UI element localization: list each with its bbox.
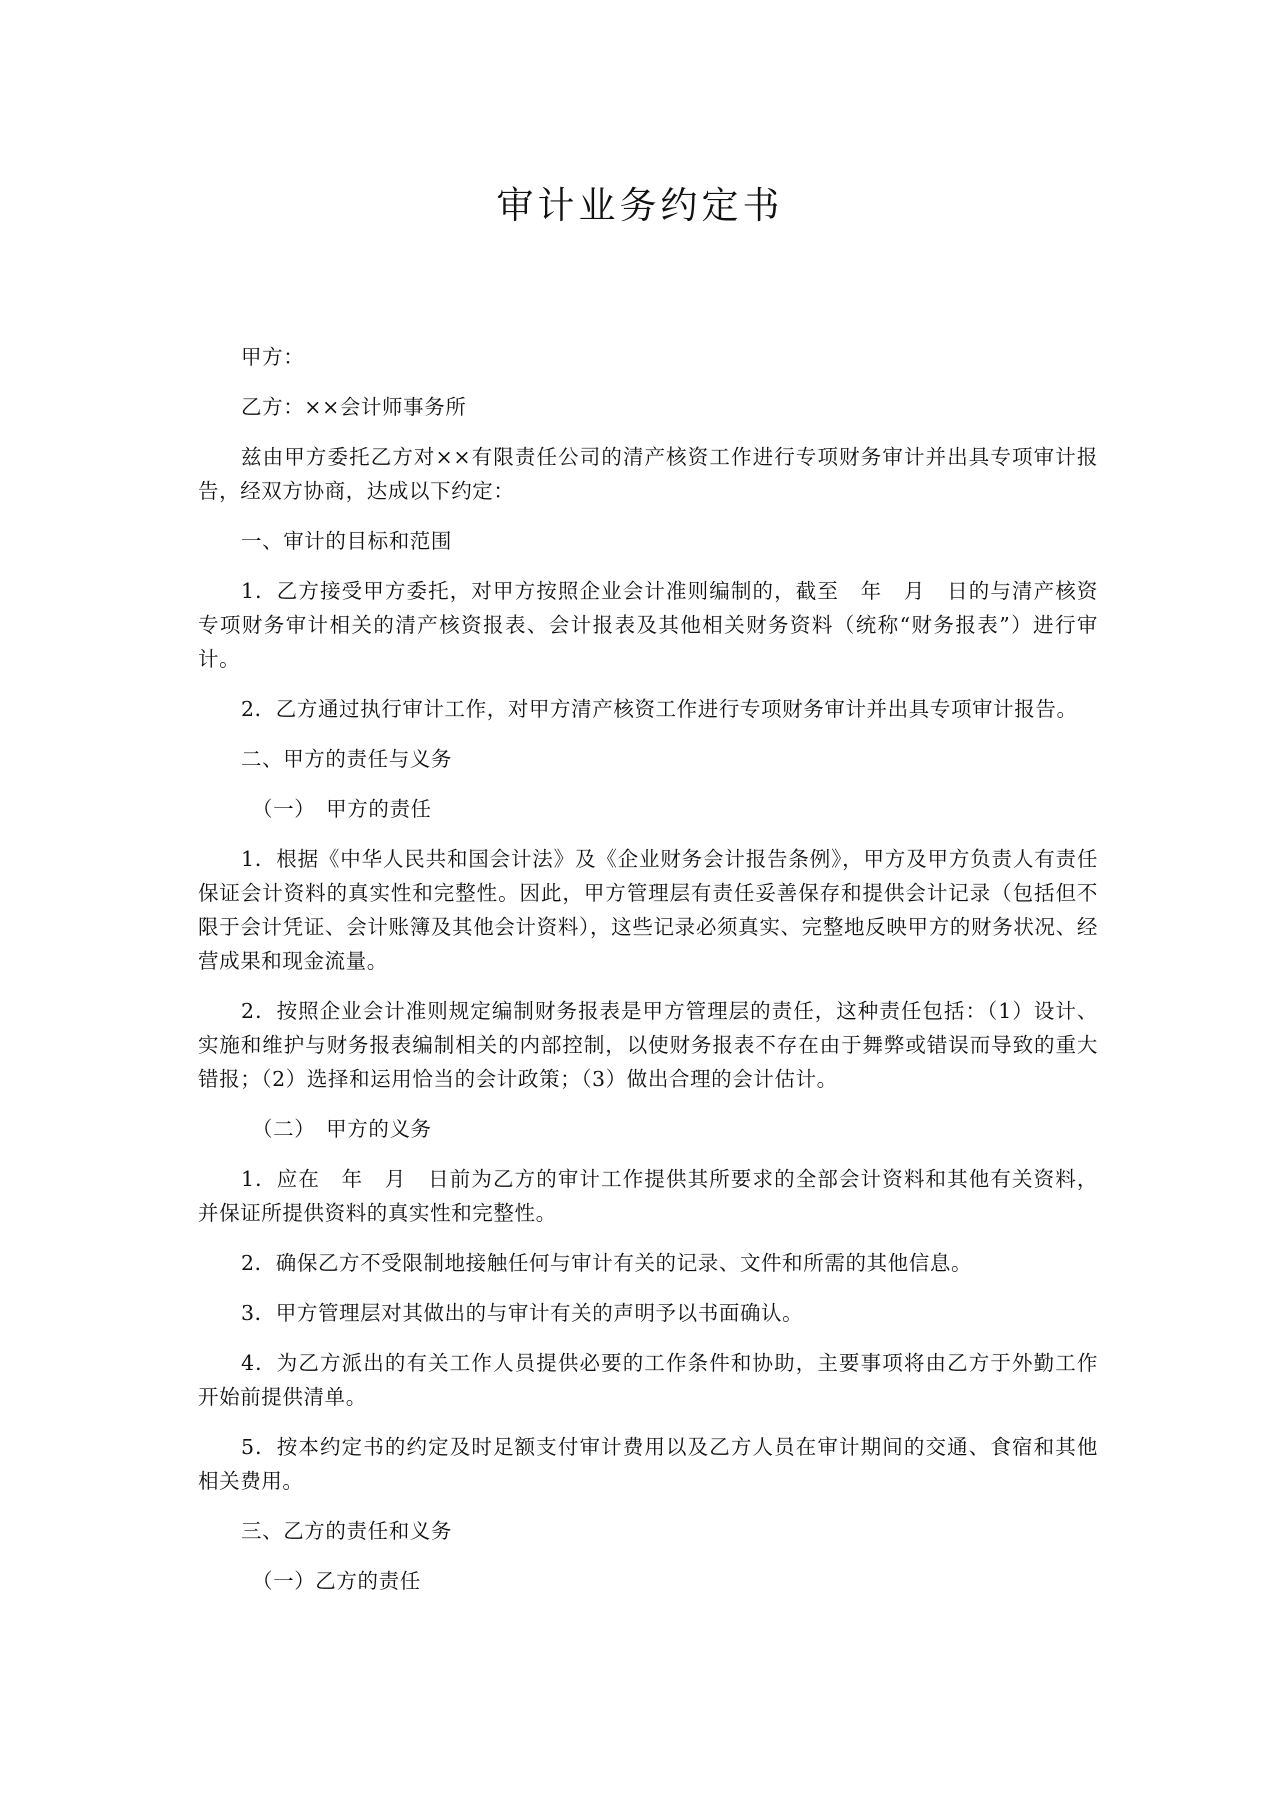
clause-2-2-4: 4．为乙方派出的有关工作人员提供必要的工作条件和协助，主要事项将由乙方于外勤工作开始前提供清单。 (198, 1351, 1098, 1409)
party-b-line: 乙方：××会计师事务所 (241, 395, 467, 419)
subsection-heading-2-1: （一） 甲方的责任 (252, 797, 432, 821)
clause-2-2-5: 5．按本约定书的约定及时足额支付审计费用以及乙方人员在审计期间的交通、食宿和其他相关费用。 (198, 1435, 1098, 1493)
clause-2-1-2: 2．按照企业会计准则规定编制财务报表是甲方管理层的责任，这种责任包括：（1）设计、实施和维护与财务报表编制相关的内部控制，以使财务报表不存在由于舞弊或错误而导致的重大错报；（2）选择和运用恰当的会计政策；（3）做出合理的会计估计。 (198, 999, 1098, 1091)
clause-2-2-2: 2．确保乙方不受限制地接触任何与审计有关的记录、文件和所需的其他信息。 (241, 1251, 973, 1275)
clause-2-2-1: 1．应在 年 月 日前为乙方的审计工作提供其所要求的全部会计资料和其他有关资料，并保证所提供资料的真实性和完整性。 (198, 1167, 1098, 1225)
document-title: 审计业务约定书 (496, 184, 784, 227)
clause-1-2: 2．乙方通过执行审计工作，对甲方清产核资工作进行专项财务审计并出具专项审计报告。 (241, 697, 1078, 721)
clause-2-2-3: 3．甲方管理层对其做出的与审计有关的声明予以书面确认。 (241, 1301, 804, 1325)
preamble-paragraph: 兹由甲方委托乙方对××有限责任公司的清产核资工作进行专项财务审计并出具专项审计报告，经双方协商，达成以下约定： (198, 445, 1098, 503)
document-body (198, 340, 1098, 1614)
section-heading-1: 一、审计的目标和范围 (241, 529, 452, 553)
subsection-heading-2-2: （二） 甲方的义务 (252, 1117, 432, 1141)
clause-2-1-1: 1．根据《中华人民共和国会计法》及《企业财务会计报告条例》，甲方及甲方负责人有责任保证会计资料的真实性和完整性。因此，甲方管理层有责任妥善保存和提供会计记录（包括但不限于会计凭证、会计账簿及其他会计资料），这些记录必须真实、完整地反映甲方的财务状况、经营成果和现金流量。 (198, 847, 1098, 973)
subsection-heading-3-1: （一）乙方的责任 (252, 1569, 421, 1593)
section-heading-2: 二、甲方的责任与义务 (241, 747, 452, 771)
party-a-line: 甲方： (241, 345, 305, 369)
section-heading-3: 三、乙方的责任和义务 (241, 1519, 452, 1543)
clause-1-1: 1．乙方接受甲方委托，对甲方按照企业会计准则编制的，截至 年 月 日的与清产核资专项财务审计相关的清产核资报表、会计报表及其他相关财务资料（统称“财务报表”）进行审计。 (198, 579, 1098, 671)
